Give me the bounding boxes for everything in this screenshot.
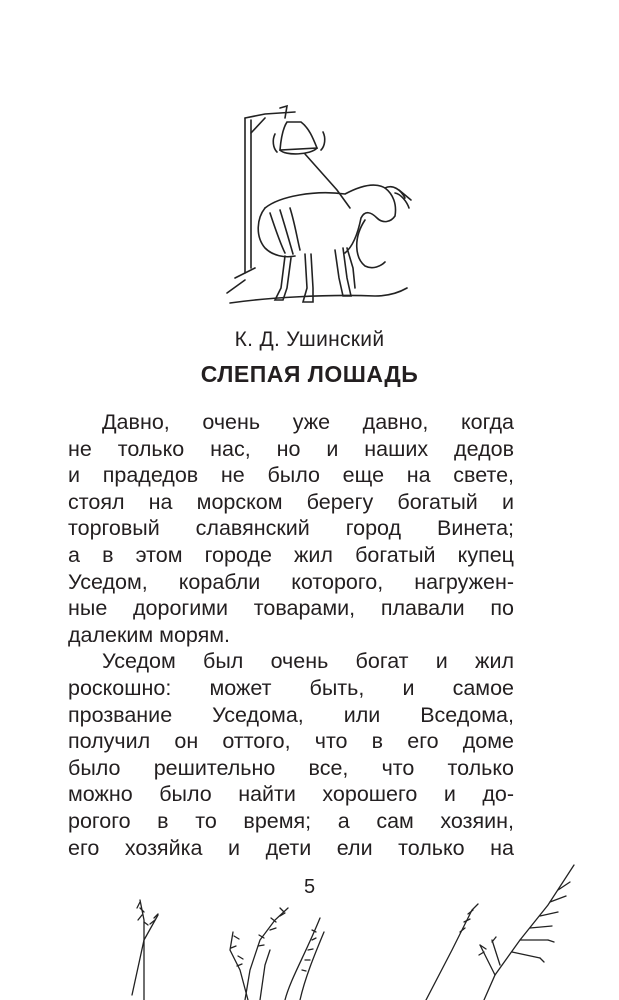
text-line: его хозяйка и дети ели только на <box>68 835 514 860</box>
text-line: роскошно: может быть, и самое <box>68 675 514 700</box>
text-line: ные дорогими товарами, плавали по <box>68 596 514 621</box>
story-text <box>68 409 514 861</box>
text-line: а в этом городе жил богатый купец <box>68 542 514 567</box>
text-line: Уседом, корабли которого, нагружен- <box>68 569 514 594</box>
text-line: Давно, очень уже давно, когда <box>102 410 514 434</box>
text-line: рогого в то время; а сам хозяин, <box>68 808 514 833</box>
text-line: и прадедов не было еще на свете, <box>68 463 514 488</box>
horse-bell-illustration-icon <box>225 98 415 313</box>
text-line: было решительно все, что только <box>68 755 514 780</box>
text-line: получил он оттого, что в его доме <box>68 729 514 754</box>
paragraph <box>68 409 514 648</box>
text-line: стоял на морском берегу богатый и <box>68 489 514 514</box>
paragraph <box>68 648 514 861</box>
text-line: Уседом был очень богат и жил <box>102 649 514 674</box>
text-line: торговый славянский город Винета; <box>68 516 514 541</box>
grass-illustration-icon <box>100 860 619 1000</box>
author-name: К. Д. Ушинский <box>234 328 385 351</box>
text-line: можно было найти хорошего и до- <box>68 782 514 807</box>
text-line: прозвание Уседома, или Вседома, <box>68 702 514 727</box>
story-title: СЛЕПАЯ ЛОШАДЬ <box>200 361 419 387</box>
text-line: не только нас, но и наших дедов <box>68 436 514 461</box>
page-number: 5 <box>303 876 316 898</box>
text-line: далеким морям. <box>68 622 231 647</box>
